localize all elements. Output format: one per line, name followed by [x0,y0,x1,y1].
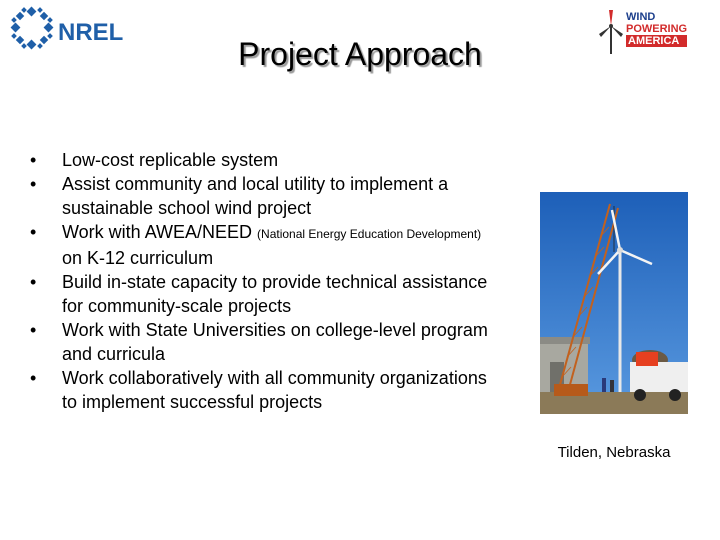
slide-title: Project Approach [238,36,482,72]
turbine-photo [540,192,688,414]
bullet-text: Assist community and local utility to implement a sustainable school wind project [62,174,449,218]
bullet-text-suffix: on K-12 curriculum [62,248,214,268]
bullet-item [30,318,500,366]
bullet-item [30,148,500,172]
bullet-text: Work collaboratively with all community organizations to implement successful projects [62,368,487,412]
bullet-list [30,148,500,414]
bullet-icon: • [30,150,37,170]
bullet-text-prefix: Work with AWEA/NEED [62,222,258,242]
bullet-item [30,366,500,414]
bullet-item [30,220,500,270]
bullet-icon: • [30,272,37,292]
bullet-icon: • [30,368,37,388]
bullet-icon: • [30,320,37,340]
bullet-text: Build in-state capacity to provide technical assistance for community-scale projects [62,272,488,316]
bullet-item [30,172,500,220]
bullet-icon: • [30,222,37,242]
nrel-wordmark: NREL [58,19,124,46]
bullet-text: Low-cost replicable system [62,150,279,170]
photo-caption: Tilden, Nebraska [557,444,671,461]
wpa-line-3: AMERICA [626,35,687,47]
wpa-line-2: POWERING [626,23,688,35]
bullet-item [30,270,500,318]
bullet-text-note: (National Energy Education Development) [257,227,482,241]
bullet-icon: • [30,174,37,194]
bullet-text: Work with State Universities on college-level program and curricula [62,320,488,364]
wpa-line-1: WIND [626,11,656,23]
